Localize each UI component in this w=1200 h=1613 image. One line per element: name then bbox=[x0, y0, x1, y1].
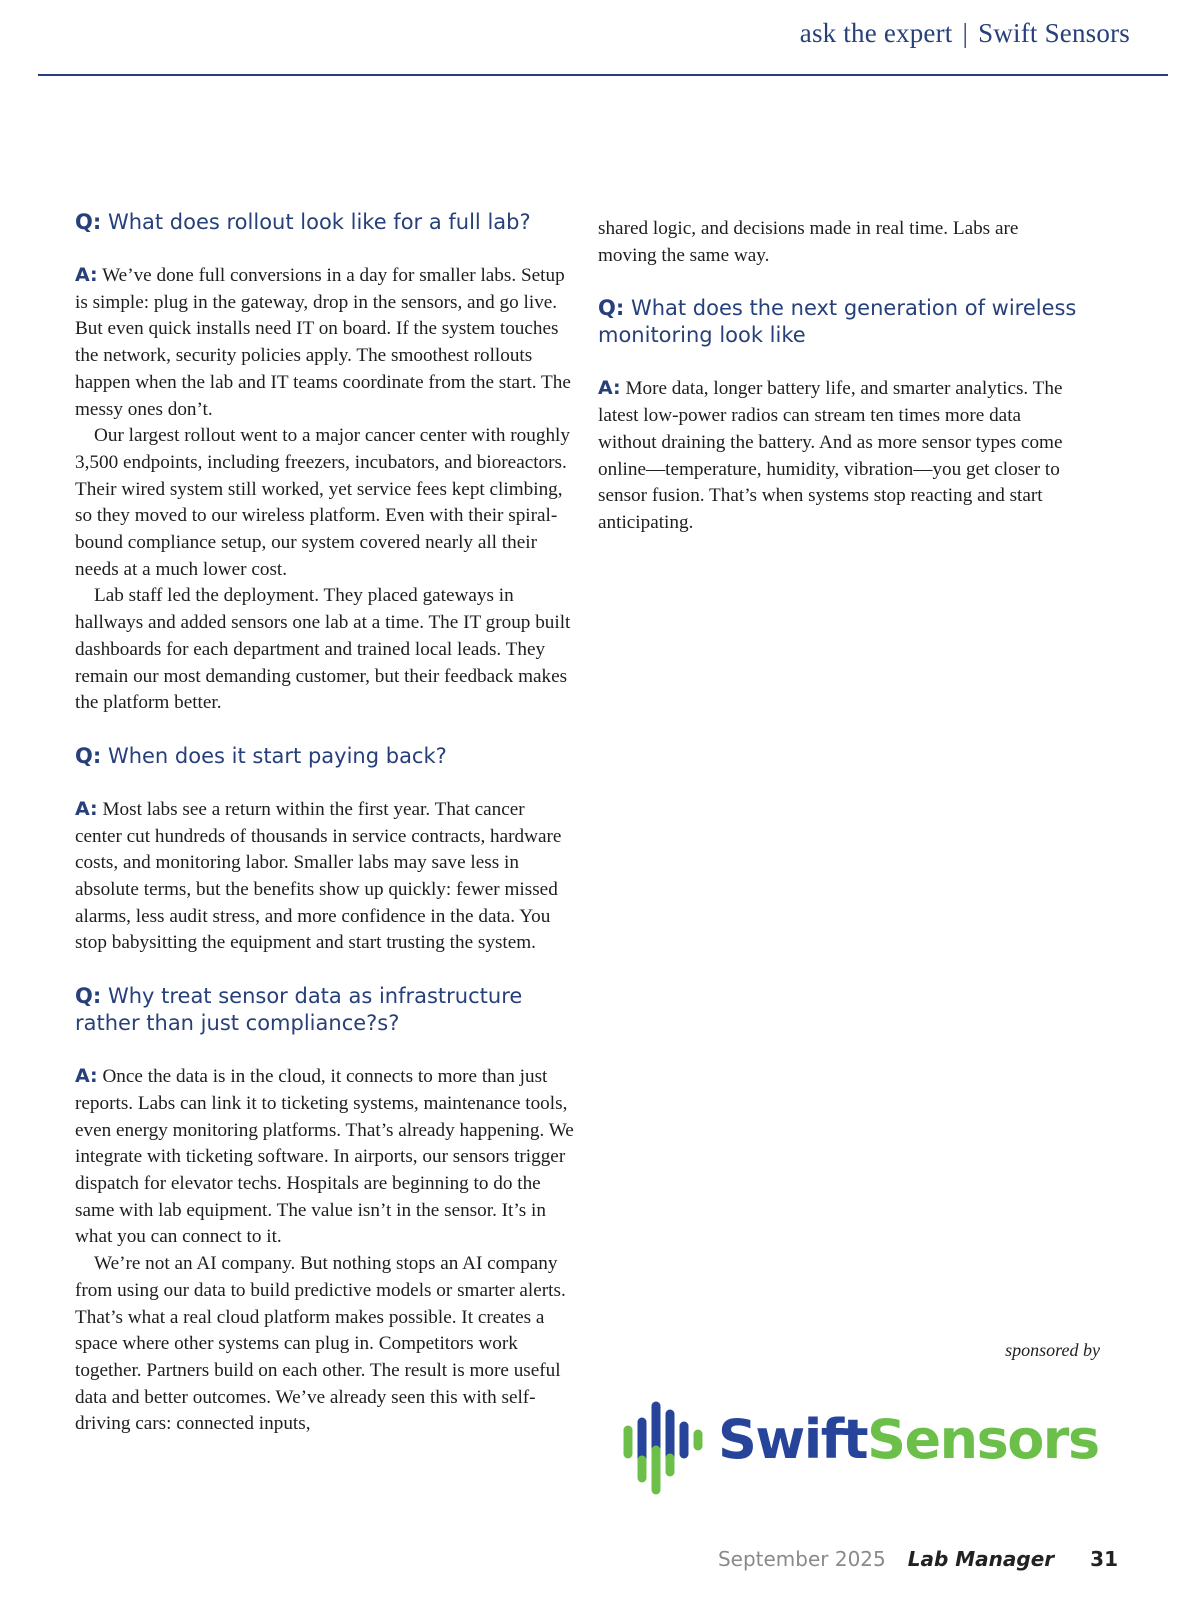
question-label: Q: bbox=[75, 743, 102, 768]
left-column bbox=[75, 209, 575, 1464]
right-column bbox=[598, 216, 1078, 563]
question-next-generation bbox=[598, 295, 1078, 349]
answer-text: Most labs see a return within the first year. That cancer center cut hundreds of thousands in service contracts, hardware costs, and monitoring labor. Smaller labs may save less in absolute terms, but the benefits show up quickly: fewer missed alarms, less audit stress, and more confidence in the data. You stop babysitting the equipment and start trusting the system. bbox=[75, 798, 562, 954]
question-label: Q: bbox=[598, 296, 625, 321]
signal-bars-icon bbox=[620, 1400, 712, 1495]
answer-text: Once the data is in the cloud, it connects to more than just reports. Labs can link it to ticketing systems, maintenance tools, even energy monitoring platforms. That’s already happening. We integrate with ticketing software. In airports, our sensors trigger dispatch for elevator techs. Hospitals are beginning to do the same with lab equipment. The value isn’t in the sensor. It’s in what you can connect to it. bbox=[75, 1066, 574, 1248]
answer-paragraph bbox=[75, 262, 575, 423]
brand-name: Swift Sensors bbox=[978, 18, 1130, 48]
logo-word-sensors: Sensors bbox=[867, 1408, 1099, 1471]
continued-paragraph: shared logic, and decisions made in real time. Labs are moving the same way. bbox=[598, 218, 1019, 266]
question-payback bbox=[75, 743, 575, 770]
question-text: When does it start paying back? bbox=[107, 743, 447, 768]
answer-label: A: bbox=[75, 1065, 98, 1088]
answer-next-generation bbox=[598, 375, 1078, 536]
answer-paragraph: We’re not an AI company. But nothing stops an AI company from using our data to build predictive models or smarter alerts. That’s what a real cloud platform makes possible. It creates a space where other systems can plug in. Competitors work together. Partners build on each other. The result is more useful data and better outcomes. We’ve already seen this with self-driving cars: connected inputs, bbox=[75, 1253, 566, 1435]
answer-paragraph bbox=[598, 375, 1078, 536]
question-text: What does rollout look like for a full lab? bbox=[107, 210, 531, 234]
question-infrastructure bbox=[75, 983, 575, 1037]
sponsored-by-label: sponsored by bbox=[1005, 1340, 1100, 1360]
answer-payback bbox=[75, 796, 575, 957]
logo-wordmark bbox=[718, 1408, 1099, 1471]
answer-label: A: bbox=[75, 797, 98, 820]
answer-paragraph: Our largest rollout went to a major cancer center with roughly 3,500 endpoints, including freezers, incubators, and bioreactors. Their wired system still worked, yet service fees kept climbing, so they moved to our wireless platform. Even with their spiral-bound compliance setup, our system covered nearly all their needs at a much lower cost. bbox=[75, 425, 570, 580]
issue-date: September 2025 bbox=[717, 1547, 886, 1571]
section-name: ask the expert bbox=[799, 18, 953, 48]
question-text: What does the next generation of wireless monitoring look like bbox=[598, 296, 1077, 348]
question-rollout bbox=[75, 209, 575, 236]
page-header bbox=[800, 18, 1130, 49]
answer-paragraph bbox=[75, 796, 575, 957]
question-label: Q: bbox=[75, 984, 102, 1009]
logo-word-swift: Swift bbox=[718, 1408, 868, 1471]
page-footer bbox=[718, 1547, 1118, 1571]
swift-sensors-logo bbox=[620, 1400, 1100, 1495]
page-number: 31 bbox=[1090, 1547, 1118, 1571]
question-label: Q: bbox=[75, 210, 102, 234]
answer-infrastructure bbox=[75, 1063, 575, 1438]
magazine-name: Lab Manager bbox=[907, 1547, 1055, 1571]
answer-text: We’ve done full conversions in a day for smaller labs. Setup is simple: plug in the gateway, drop in the sensors, and go live. But even quick installs need IT on board. If the system touches the network, security policies apply. The smoothest rollouts happen when the lab and IT teams coordinate from the start. The messy ones don’t. bbox=[75, 265, 571, 420]
answer-rollout bbox=[75, 262, 575, 717]
answer-paragraph: Lab staff led the deployment. They placed gateways in hallways and added sensors one lab at a time. The IT group built dashboards for each department and trained local leads. They remain our most demanding customer, but their feedback makes the platform better. bbox=[75, 585, 571, 714]
header-separator: | bbox=[962, 18, 969, 48]
header-rule bbox=[38, 74, 1168, 76]
answer-label: A: bbox=[75, 264, 98, 286]
answer-text: More data, longer battery life, and smarter analytics. The latest low-power radios can stream ten times more data without draining the battery. And as more sensor types come online—temperature, humidity, vibration—you get closer to sensor fusion. That’s when systems stop reacting and start anticipating. bbox=[598, 378, 1063, 533]
answer-label: A: bbox=[598, 377, 621, 400]
answer-paragraph bbox=[75, 1063, 575, 1251]
question-text: Why treat sensor data as infrastructure rather than just compliance?s? bbox=[75, 984, 523, 1036]
